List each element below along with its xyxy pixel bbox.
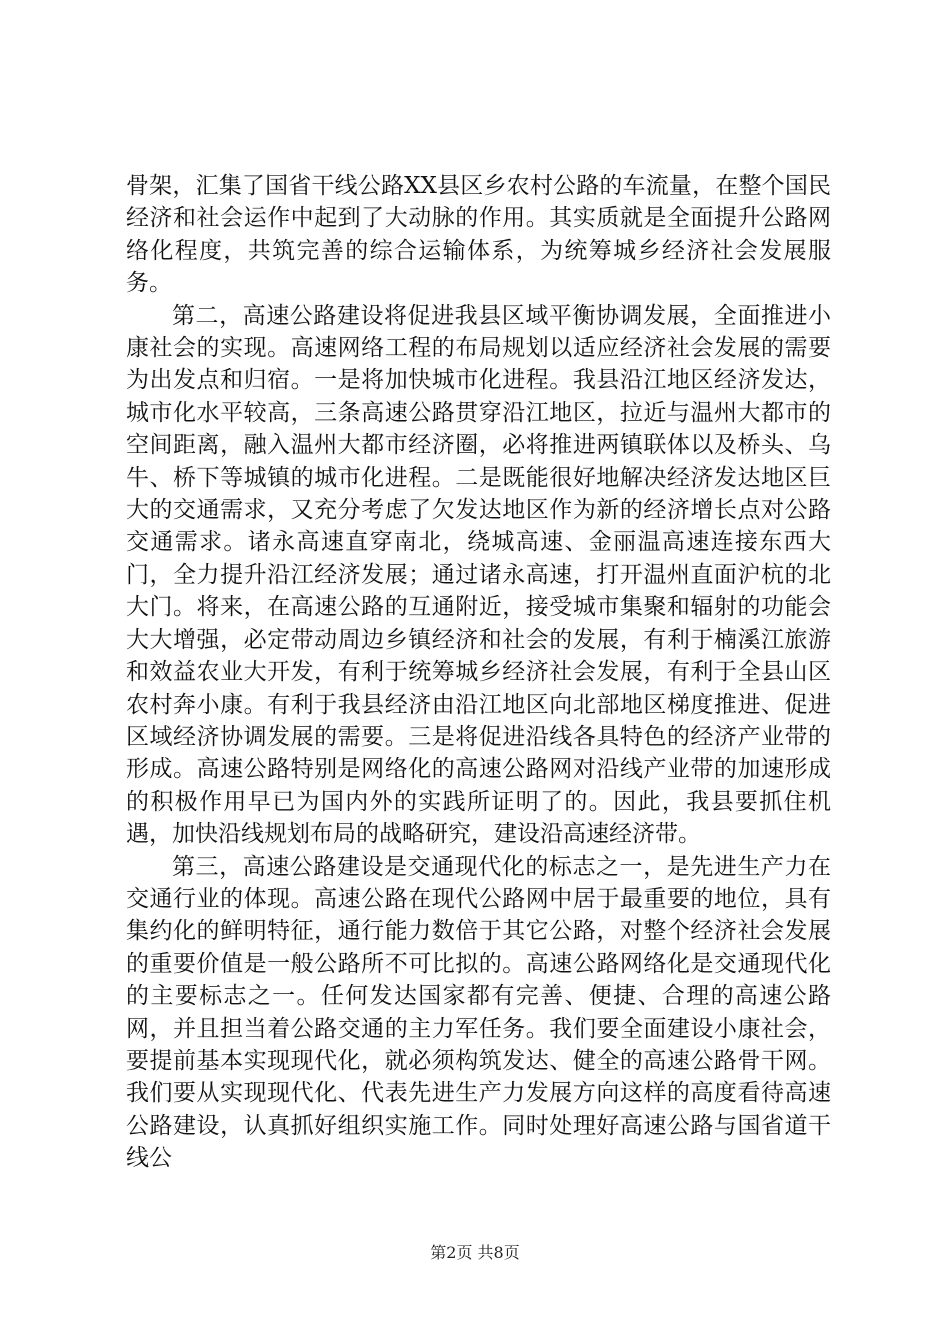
document-body — [126, 170, 831, 1175]
page-number-footer: 第2页 共8页 — [430, 1243, 520, 1262]
paragraph-third-point: 第三，高速公路建设是交通现代化的标志之一，是先进生产力在交通行业的体现。高速公路在现代公路网中居于最重要的地位，具有集约化的鲜明特征，通行能力数倍于其它公路，对整个经济社会发展的重要价值是一般公路所不可比拟的。高速公路网络化是交通现代化的主要标志之一。任何发达国家都有完善、便捷、合理的高速公路网，并且担当着公路交通的主力军任务。我们要全面建设小康社会，要提前基本实现现代化，就必须构筑发达、健全的高速公路骨干网。我们要从实现现代化、代表先进生产力发展方向这样的高度看待高速公路建设，认真抓好组织实施工作。同时处理好高速公路与国省道干线公 — [126, 853, 831, 1172]
paragraph-second-point: 第二，高速公路建设将促进我县区域平衡协调发展，全面推进小康社会的实现。高速网络工程的布局规划以适应经济社会发展的需要为出发点和归宿。一是将加快城市化进程。我县沿江地区经济发达，城市化水平较高，三条高速公路贯穿沿江地区，拉近与温州大都市的空间距离，融入温州大都市经济圈，必将推进两镇联体以及桥头、乌牛、桥下等城镇的城市化进程。二是既能很好地解决经济发达地区巨大的交通需求，又充分考虑了欠发达地区作为新的经济增长点对公路交通需求。诸永高速直穿南北，绕城高速、金丽温高速连接东西大门，全力提升沿江经济发展；通过诸永高速，打开温州直面沪杭的北大门。将来，在高速公路的互通附近，接受城市集聚和辐射的功能会大大增强，必定带动周边乡镇经济和社会的发展，有利于楠溪江旅游和效益农业大开发，有利于统筹城乡经济社会发展，有利于全县山区农村奔小康。有利于我县经济由沿江地区向北部地区梯度推进、促进区域经济协调发展的需要。三是将促进沿线各具特色的经济产业带的形成。高速公路特别是网络化的高速公路网对沿线产业带的加速形成的积极作用早已为国内外的实践所证明了的。因此，我县要抓住机遇，加快沿线规划布局的战略研究，建设沿高速经济带。 — [126, 302, 831, 848]
paragraph-continuation: 骨架，汇集了国省干线公路XX县区乡农村公路的车流量，在整个国民经济和社会运作中起到了大动脉的作用。其实质就是全面提升公路网络化程度，共筑完善的综合运输体系，为统筹城乡经济社会发展服务。 — [126, 173, 831, 297]
